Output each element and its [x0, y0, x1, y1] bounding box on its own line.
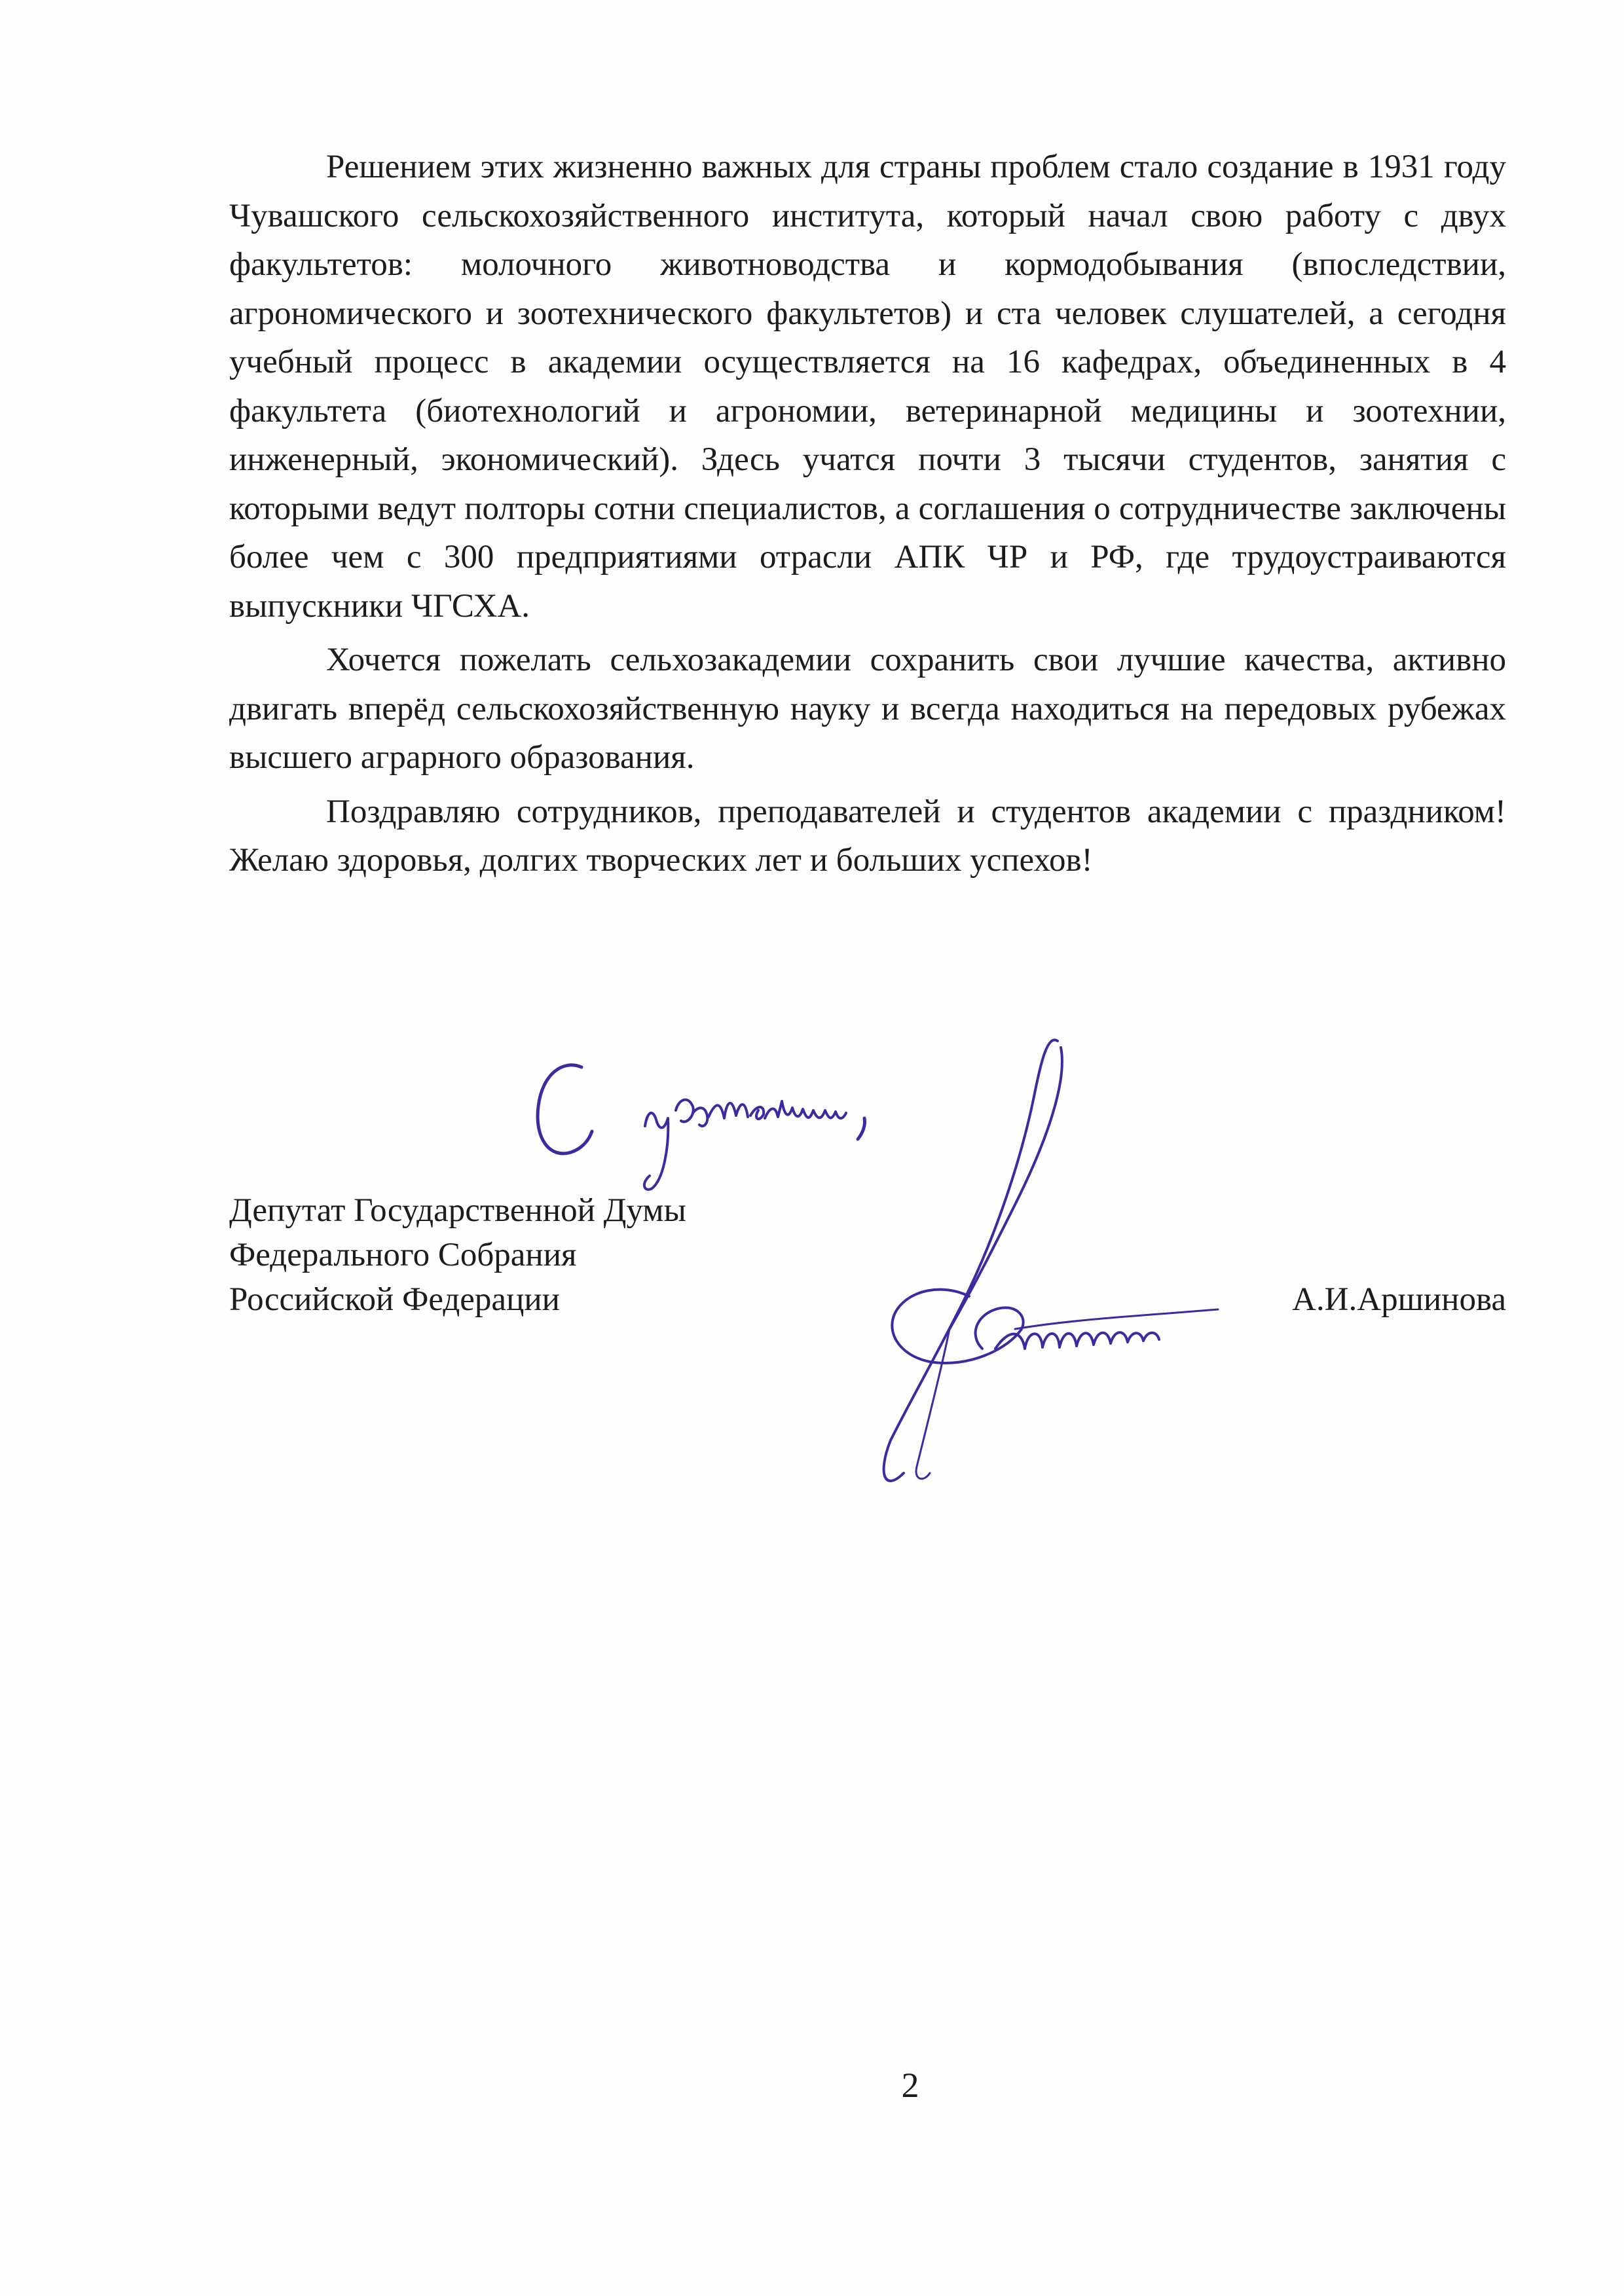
- paragraph-wishes: Хочется пожелать сельхозакадемии сохранить свои лучшие качества, активно двигать вперёд сельскохозяйственную науку и всегда находиться на передовых рубежах высшего аграрного образования.: [229, 642, 1506, 776]
- position-line-2: Федерального Собрания: [229, 1237, 577, 1273]
- letter-body: [229, 143, 1506, 890]
- paragraph-congratulations: Поздравляю сотрудников, преподавателей и студентов академии с праздником! Желаю здоровья, долгих творческих лет и больших успехов!: [229, 793, 1506, 879]
- page-number: 2: [901, 2066, 919, 2105]
- position-line-3: Российской Федерации: [229, 1281, 560, 1318]
- signatory-name: А.И.Аршинова: [1292, 1281, 1506, 1318]
- signatory-position: [229, 1188, 884, 1322]
- handwritten-signature: [799, 1021, 1323, 1545]
- position-line-1: Депутат Государственной Думы: [229, 1192, 686, 1229]
- paragraph-history: Решением этих жизненно важных для страны проблем стало создание в 1931 году Чувашского сельскохозяйственного института, который начал свою работу с двух факультетов: молочного животноводства и кормодобывания (впоследствии, агрономического и зоотехнического факультетов) и ста человек слушателей, а сегодня учебный процесс в академии осуществляется на 16 кафедрах, объединенных в 4 факультета (биотехнологий и агрономии, ветеринарной медицины и зоотехнии, инженерный, экономический). Здесь учатся почти 3 тысячи студентов, занятия с которыми ведут полторы сотни специалистов, а соглашения о сотрудничестве заключены более чем с 300 предприятиями отрасли АПК ЧР и РФ, где трудоустраиваются выпускники ЧГСХА.: [229, 149, 1506, 625]
